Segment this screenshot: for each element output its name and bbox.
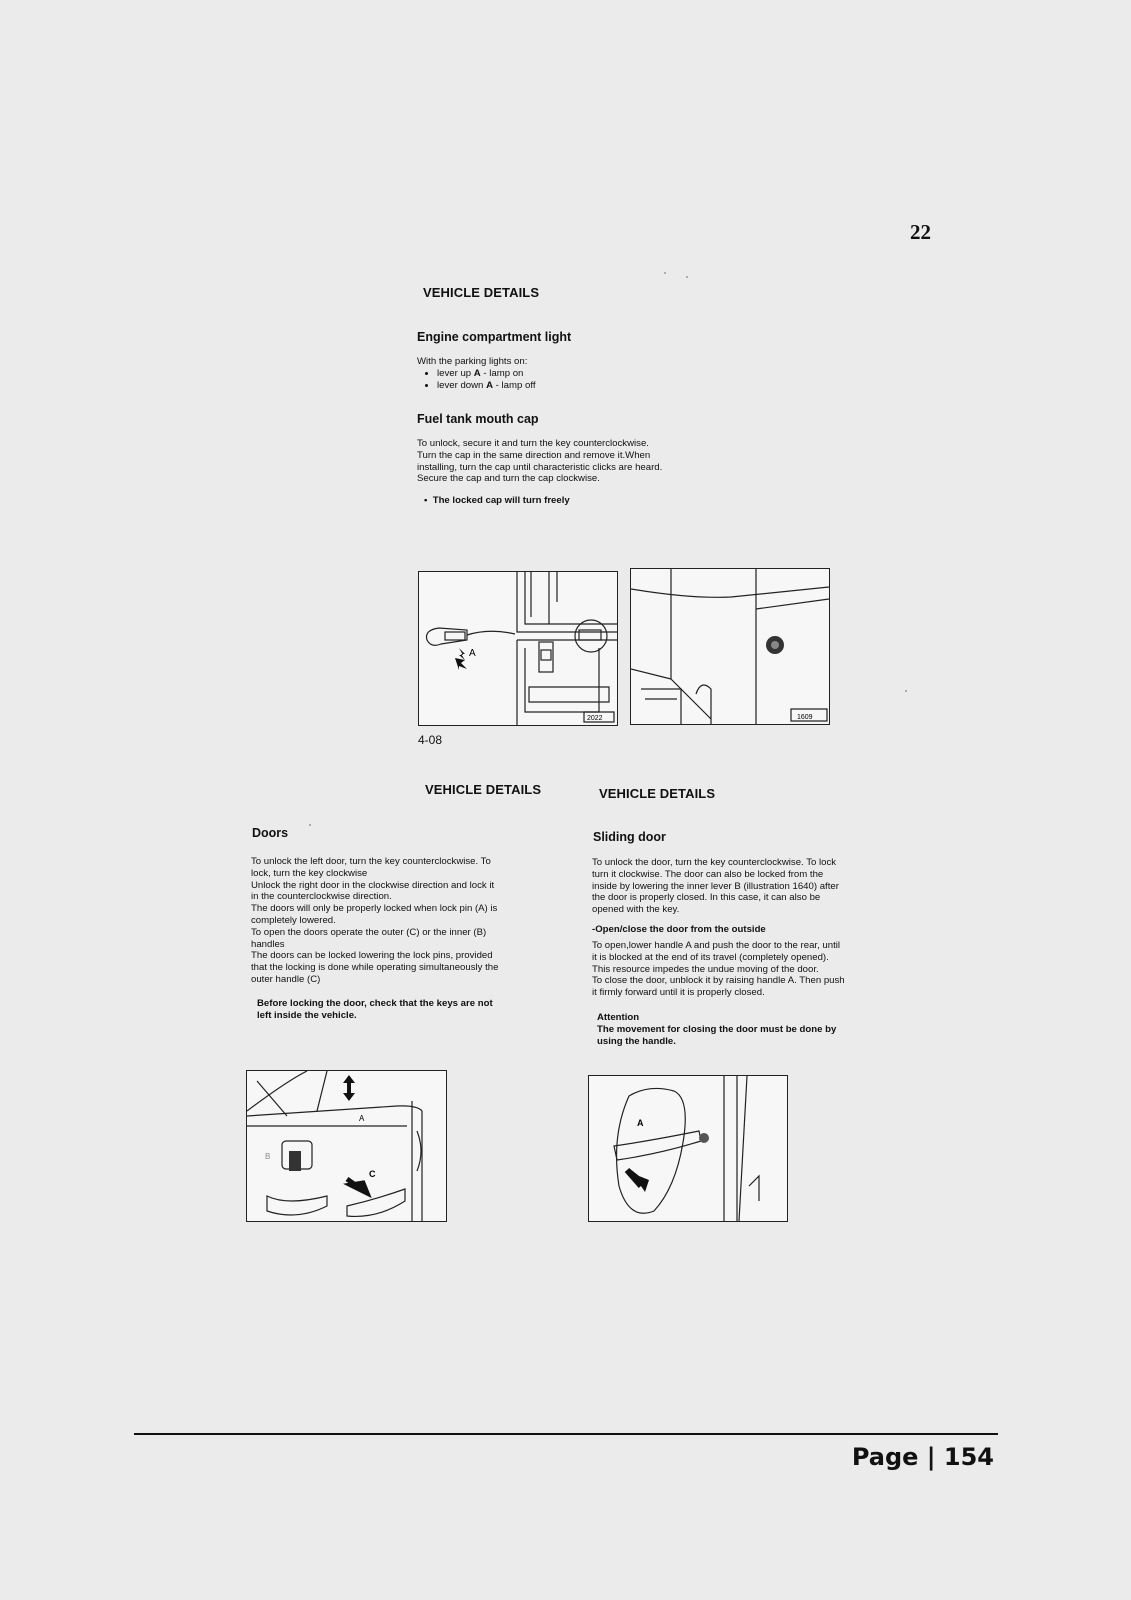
doors-note-line-2: left inside the vehicle. <box>257 1010 357 1021</box>
doors-note <box>257 998 557 1022</box>
scan-speck <box>905 690 907 692</box>
doors-title: Doors <box>252 826 289 840</box>
attention-block <box>597 1012 897 1048</box>
attention-line-1: The movement for closing the door must be done by <box>597 1024 837 1035</box>
sliding-door-text-line-3: inside by lowering the inner lever B (illustration 1640) after <box>592 880 839 892</box>
doors-text <box>251 856 551 986</box>
sliding-door-text-line-5: opened with the key. <box>592 904 680 916</box>
fig-label-a: A <box>469 648 476 659</box>
sliding-door-text-2 <box>592 940 892 999</box>
sliding-door-text <box>592 857 892 916</box>
fuel-cap-text <box>417 438 737 485</box>
sliding-door-illustration <box>588 1075 788 1222</box>
sliding-door-drawing <box>589 1076 787 1221</box>
footer-page-label: Page | 154 <box>851 1443 994 1471</box>
figure-caption: 4-08 <box>418 733 443 747</box>
engine-light-bullet-1: • lever up A - lamp on <box>437 368 717 380</box>
engine-light-text <box>417 356 717 391</box>
fuel-cap-line-3: installing, turn the cap until characteristic clicks are heard. <box>417 461 663 473</box>
left-section-heading: VEHICLE DETAILS <box>425 782 542 797</box>
doors-text-line-3: Unlock the right door in the clockwise direction and lock it <box>251 879 495 891</box>
doors-text-line-6: completely lowered. <box>251 914 336 926</box>
doors-text-line-11: outer handle (C) <box>251 973 321 985</box>
doors-text-line-1: To unlock the left door, turn the key counterclockwise. To <box>251 856 491 867</box>
attention-label: Attention <box>597 1012 640 1023</box>
footer-rule <box>134 1433 998 1435</box>
scan-page-number: 22 <box>910 220 931 244</box>
doors-note-line-1: Before locking the door, check that the keys are not <box>257 998 493 1009</box>
doors-drawing <box>247 1071 446 1221</box>
fuel-cap-note: • The locked cap will turn freely <box>424 495 570 506</box>
doors-text-line-5: The doors will only be properly locked when lock pin (A) is <box>251 903 498 915</box>
fig-code: 1609 <box>797 714 813 721</box>
fuel-cap-title: Fuel tank mouth cap <box>417 412 539 426</box>
fig-label-a: A <box>637 1118 644 1128</box>
fuel-cap-drawing <box>631 569 829 724</box>
engine-light-drawing <box>419 572 617 725</box>
engine-light-list <box>417 368 717 392</box>
attention-line-2: using the handle. <box>597 1036 676 1047</box>
sliding-door-text-2-line-2: it is blocked at the end of its travel (completely opened). <box>592 951 829 963</box>
top-section-heading: VEHICLE DETAILS <box>423 285 540 300</box>
sliding-door-text-2-line-5: it firmly forward until it is properly closed. <box>592 987 765 999</box>
engine-light-title: Engine compartment light <box>417 330 572 344</box>
fuel-cap-line-2: Turn the cap in the same direction and remove it.When <box>417 449 651 461</box>
sliding-door-text-2-line-1: To open,lower handle A and push the door to the rear, until <box>592 940 841 951</box>
doors-text-line-7: To open the doors operate the outer (C) or the inner (B) <box>251 926 487 938</box>
sliding-door-text-line-1: To unlock the door, turn the key counterclockwise. To lock <box>592 857 837 868</box>
doors-text-line-4: in the counterclockwise direction. <box>251 891 392 903</box>
right-section-heading: VEHICLE DETAILS <box>599 786 716 801</box>
doors-text-line-9: The doors can be locked lowering the lock pins, provided <box>251 950 493 962</box>
engine-light-intro: With the parking lights on: <box>417 356 528 367</box>
sliding-door-subtitle: -Open/close the door from the outside <box>592 924 766 935</box>
doors-illustration <box>246 1070 447 1222</box>
scan-speck <box>664 272 666 274</box>
fig-label-c: C <box>369 1169 376 1179</box>
fig-label-a: A <box>359 1114 365 1123</box>
sliding-door-title: Sliding door <box>593 830 666 844</box>
fuel-cap-line-4: Secure the cap and turn the cap clockwise. <box>417 473 600 485</box>
doors-text-line-10: that the locking is done while operating simultaneously the <box>251 962 499 974</box>
fig-label-b: B <box>265 1152 271 1161</box>
sliding-door-text-line-2: turn it clockwise. The door can also be locked from the <box>592 868 824 880</box>
fuel-cap-illustration <box>630 568 830 725</box>
fuel-cap-line-1: To unlock, secure it and turn the key counterclockwise. <box>417 438 649 449</box>
fig-code: 2022 <box>587 715 603 722</box>
scan-speck <box>686 276 688 278</box>
doors-text-line-2: lock, turn the key clockwise <box>251 867 368 879</box>
engine-light-bullet-2: • lever down A - lamp off <box>437 380 717 392</box>
sliding-door-text-2-line-4: To close the door, unblock it by raising handle A. Then push <box>592 975 845 987</box>
sliding-door-text-line-4: the door is properly closed. In this case, it can also be <box>592 892 821 904</box>
scan-speck <box>309 824 311 826</box>
sliding-door-text-2-line-3: This resource impedes the undue moving of the door. <box>592 963 819 975</box>
engine-light-illustration <box>418 571 618 726</box>
doors-text-line-8: handles <box>251 938 285 950</box>
